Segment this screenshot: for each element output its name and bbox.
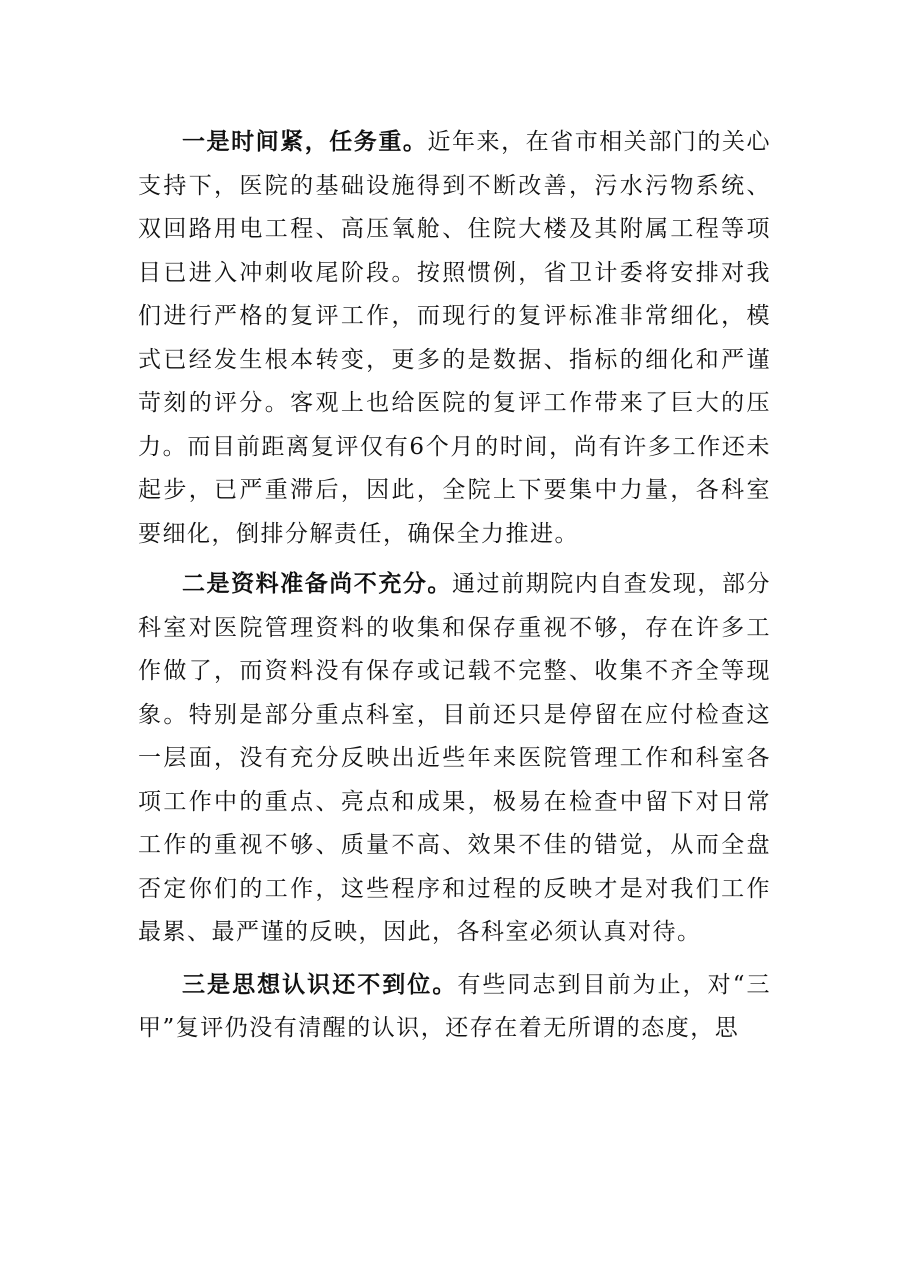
paragraph-text: 近年来，在省市相关部门的关心支持下，医院的基础设施得到不断改善，污水污物系统、双回路用电工程、高压氧舱、住院大楼及其附属工程等项目已进入冲刺收尾阶段。按照惯例，省卫计委将安排对我们进行严格的复评工作，而现行的复评标准非常细化，模式已经发生根本转变，更多的是数据、指标的细化和严谨苛刻的评分。客观上也给医院的复评工作带来了巨大的压力。而目前距离复评仅有6个月的时间，尚有许多工作还未起步，已严重滞后，因此，全院上下要集中力量，各科室要细化，倒排分解责任，确保全力推进。 — [138, 129, 772, 547]
paragraph-text: 通过前期院内自查发现，部分科室对医院管理资料的收集和保存重视不够，存在许多工作做了，而资料没有保存或记载不完整、收集不齐全等现象。特别是部分重点科室，目前还只是停留在应付检查这一层面，没有充分反映出近些年来医院管理工作和科室各项工作中的重点、亮点和成果，极易在检查中留下对日常工作的重视不够、质量不高、效果不佳的错觉，从而全盘否定你们的工作，这些程序和过程的反映才是对我们工作最累、最严谨的反映，因此，各科室必须认真对待。 — [138, 571, 772, 945]
paragraph-awareness — [138, 964, 771, 1051]
document-body — [138, 121, 771, 1058]
paragraph-heading: 一是时间紧，任务重。 — [182, 129, 428, 155]
paragraph-text: 有些同志到目前为止，对“三甲”复评仍没有清醒的认识，还存在着无所谓的态度，思 — [138, 971, 772, 1041]
paragraph-heading: 三是思想认识还不到位。 — [182, 971, 458, 998]
paragraph-heading: 二是资料准备尚不充分。 — [182, 571, 452, 597]
paragraph-time-pressure — [138, 121, 771, 556]
paragraph-materials — [138, 563, 771, 955]
